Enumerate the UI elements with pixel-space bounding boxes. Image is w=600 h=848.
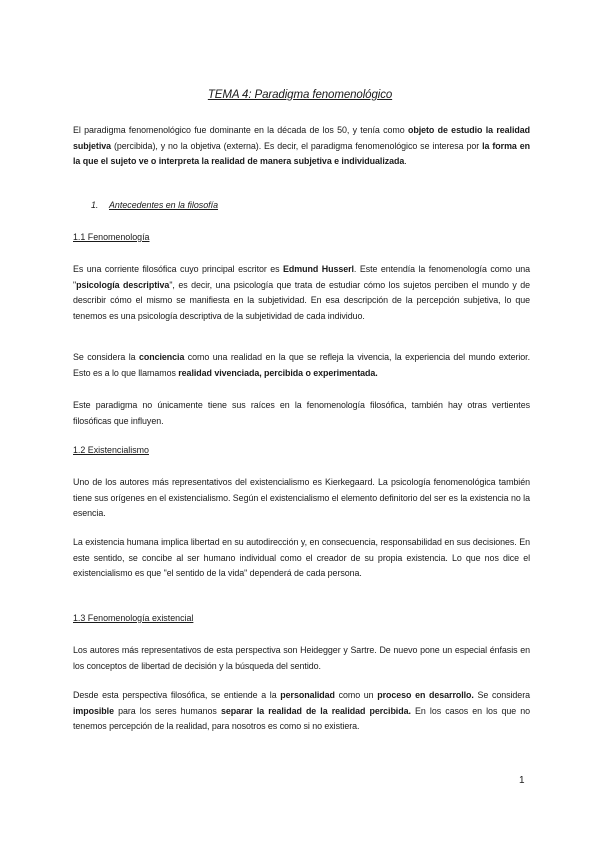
paragraph-1-3-b xyxy=(73,688,530,735)
text-run: . xyxy=(404,156,407,166)
bold-text-run: proceso en desarrollo. xyxy=(377,690,474,700)
text-run: para los seres humanos xyxy=(113,705,221,716)
text-run: Los autores más representativos de esta perspectiva son Heidegger y Sartre. De nuevo pone un especial énfasis en los conceptos de libertad de decisión y la búsqueda del sentido. xyxy=(73,645,530,671)
text-run: En los casos en los que no tenemos percepción de la realidad, para nosotros es como si no existiera. xyxy=(73,705,530,731)
bold-text-run: imposible xyxy=(73,705,114,716)
text-run: El paradigma fenomenológico fue dominante en la década de los 50, y tenía como xyxy=(73,125,408,135)
subsection-heading-1-1: 1.1 Fenomenología xyxy=(73,232,150,242)
text-run: como un xyxy=(334,690,378,700)
subsection-heading-1-2: 1.2 Existencialismo xyxy=(73,445,149,455)
text-run: Se considera la xyxy=(73,352,139,362)
paragraph-1-3-a xyxy=(73,643,530,674)
section-number: 1. xyxy=(91,200,99,210)
text-run: Desde esta perspectiva filosófica, se entiende a la xyxy=(73,690,281,700)
bold-text-run: la forma en la que el sujeto ve o interpreta la realidad de manera subjetiva e individualizada xyxy=(73,140,530,166)
text-run: (percibida), y no la objetiva (externa). Es decir, el paradigma fenomenológico se interesa por xyxy=(111,140,483,151)
page-number: 1 xyxy=(519,775,525,786)
text-run: Es una corriente filosófica cuyo principal escritor es xyxy=(73,264,284,274)
bold-text-run: personalidad xyxy=(280,690,335,700)
text-run: ", es decir, una psicología que trata de estudiar cómo los sujetos perciben el mundo y de describir cómo el mismo se manifiesta en la subjetividad. En esa descripción de la percepción subjetiva, lo que tenemos es una psicología descriptiva de la subjetividad de cada individuo. xyxy=(73,279,530,321)
text-run: Este paradigma no únicamente tiene sus raíces en la fenomenología filosófica, también hay otras vertientes filosóficas que influyen. xyxy=(73,400,530,426)
bold-text-run: realidad vivenciada, percibida o experimentada. xyxy=(178,367,378,378)
bold-text-run: psicología descriptiva xyxy=(76,279,170,290)
section-label: Antecedentes en la filosofía xyxy=(109,200,219,210)
paragraph-1-2-b xyxy=(73,535,530,582)
intro-paragraph xyxy=(73,123,530,170)
bold-text-run: separar la realidad de la realidad percibida. xyxy=(220,705,411,716)
text-run: Se considera xyxy=(473,690,530,700)
text-run: La existencia humana implica libertad en su autodirección y, en consecuencia, responsabilidad en sus decisiones. En este sentido, se concibe al ser humano individual como el creador de su propia existencia. Lo que nos dice el existencialismo es que "el sentido de la vida" dependerá de cada persona. xyxy=(73,537,530,578)
bold-text-run: conciencia xyxy=(138,352,185,362)
text-run: como una realidad en la que se refleja la vivencia, la experiencia del mundo exterior. Esto es a lo que llamamos xyxy=(73,352,531,378)
paragraph-1-1-b xyxy=(73,350,530,381)
text-run: Uno de los autores más representativos del existencialismo es Kierkegaard. La psicología fenomenológica también tiene sus orígenes en el existencialismo. Según el existencialismo el elemento definitorio del ser es la existencia no la esencia. xyxy=(73,477,530,518)
paragraph-1-1-a xyxy=(73,262,530,324)
bold-text-run: objeto de estudio la realidad subjetiva xyxy=(73,125,530,151)
bold-text-run: Edmund Husserl xyxy=(283,264,354,274)
page-title: TEMA 4: Paradigma fenomenológico xyxy=(207,89,393,101)
paragraph-1-2-a xyxy=(73,475,530,522)
paragraph-1-1-c xyxy=(73,398,530,429)
subsection-heading-1-3: 1.3 Fenomenología existencial xyxy=(73,613,194,623)
text-run: . Este entendía la fenomenología como una " xyxy=(73,264,530,290)
section-heading-1 xyxy=(91,200,218,210)
